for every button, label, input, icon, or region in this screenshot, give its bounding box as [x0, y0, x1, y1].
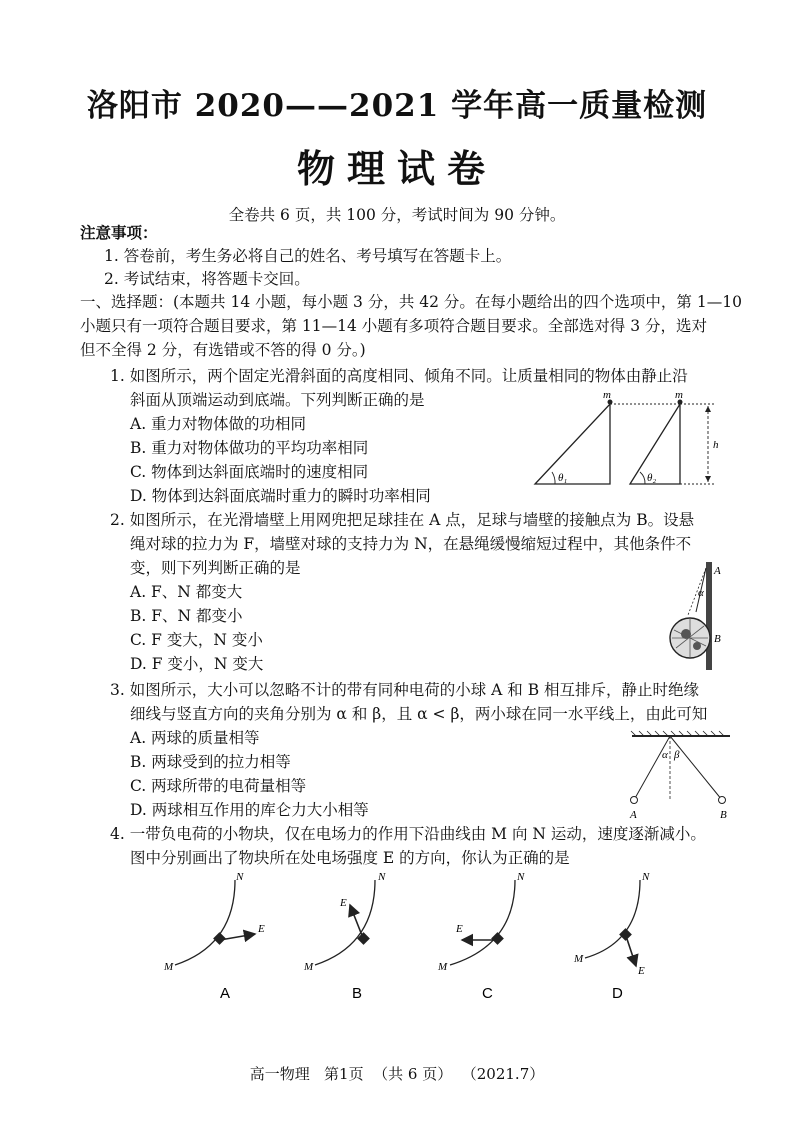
- q1-option: B. 重力对物体做功的平均功率相同: [130, 439, 369, 457]
- q2-football-figure: [668, 560, 728, 675]
- q4-n-label: N: [517, 871, 525, 883]
- q4-e-label: E: [258, 923, 265, 935]
- q3-option: D. 两球相互作用的库仑力大小相等: [130, 801, 369, 819]
- q3-alpha-label: α: [662, 749, 668, 761]
- notes-heading: 注意事项：: [80, 223, 158, 242]
- q2-stem: 绳对球的拉力为 F，墙壁对球的支持力为 N，在悬绳缓慢缩短过程中，其他条件不: [130, 535, 692, 553]
- q3-beta-label: β: [674, 749, 680, 761]
- q3-stem: 细线与竖直方向的夹角分别为 α 和 β，且 α < β，两小球在同一水平线上，由此可知: [130, 705, 708, 723]
- q3-stem: 3. 如图所示，大小可以忽略不计的带有同种电荷的小球 A 和 B 相互排斥，静止时绝缘: [110, 681, 700, 699]
- q4-m-label: M: [304, 961, 314, 973]
- q1-height-label: h: [713, 439, 719, 451]
- q1-mass-label: m: [603, 392, 611, 401]
- page-footer: 高一物理 第1页 （共 6 页） （2021.7）: [249, 1065, 545, 1083]
- q2-stem: 2. 如图所示，在光滑墙壁上用网兜把足球挂在 A 点，足球与墙壁的接触点为 B。设悬: [110, 511, 695, 529]
- q3-option: B. 两球受到的拉力相等: [130, 753, 291, 771]
- q4-option-label: A: [220, 985, 231, 1002]
- q2-stem: 变，则下列判断正确的是: [130, 559, 301, 577]
- section-instruction: 但不全得 2 分，有选错或不答的得 0 分。): [80, 341, 366, 359]
- q1-angle-label: θ₂: [647, 472, 657, 484]
- q3-pendulum-figure: [622, 730, 742, 825]
- q1-mass-label: m: [675, 392, 683, 401]
- q1-angle-label: θ₁: [558, 472, 568, 484]
- q4-m-label: M: [438, 961, 448, 973]
- note-item: 2. 考试结束，将答题卡交回。: [104, 270, 310, 288]
- q3-option: A. 两球的质量相等: [130, 729, 260, 747]
- q4-option-label: B: [352, 985, 363, 1002]
- q4-options-figure: [140, 870, 680, 1010]
- q2-option: B. F、N 都变小: [130, 607, 243, 625]
- q4-option-label: C: [482, 985, 493, 1002]
- note-item: 1. 答卷前，考生务必将自己的姓名、考号填写在答题卡上。: [104, 247, 512, 265]
- q3-option: C. 两球所带的电荷量相等: [130, 777, 307, 795]
- q4-n-label: N: [642, 871, 650, 883]
- q1-incline-figure: [525, 392, 730, 492]
- q2-option: C. F 变大，N 变小: [130, 631, 263, 649]
- q3-ball-a-label: A: [630, 809, 637, 821]
- q4-m-label: M: [164, 961, 174, 973]
- exam-info: 全卷共 6 页，共 100 分，考试时间为 90 分钟。: [228, 206, 566, 224]
- q4-option-d-diagram: [573, 871, 650, 977]
- q1-stem: 1. 如图所示，两个固定光滑斜面的高度相同、倾角不同。让质量相同的物体由静止沿: [110, 367, 688, 385]
- q1-option: D. 物体到达斜面底端时重力的瞬时功率相同: [130, 487, 431, 505]
- q4-e-label: E: [638, 965, 645, 977]
- q4-n-label: N: [236, 871, 244, 883]
- section-instruction: 一、选择题：(本题共 14 小题，每小题 3 分，共 42 分。在每小题给出的四个选项中，第 1—10: [80, 293, 742, 311]
- q4-stem: 图中分别画出了物块所在处电场强度 E 的方向，你认为正确的是: [130, 849, 570, 867]
- q4-n-label: N: [378, 871, 386, 883]
- q4-m-label: M: [574, 953, 584, 965]
- q2-point-b-label: B: [714, 633, 721, 645]
- q4-option-b-diagram: [303, 871, 386, 973]
- q1-stem: 斜面从顶端运动到底端。下列判断正确的是: [130, 391, 425, 409]
- q4-option-a-diagram: [163, 871, 265, 973]
- q4-option-label: D: [612, 985, 623, 1002]
- section-instruction: 小题只有一项符合题目要求，第 11—14 小题有多项符合题目要求。全部选对得 3 分，选对: [80, 317, 708, 335]
- q4-stem: 4. 一带负电荷的小物块，仅在电场力的作用下沿曲线由 M 向 N 运动，速度逐渐减小。: [110, 825, 706, 843]
- q4-e-label: E: [340, 897, 347, 909]
- q2-option: D. F 变小，N 变大: [130, 655, 264, 673]
- q3-ball-b-label: B: [720, 809, 727, 821]
- q2-angle-label: α: [698, 587, 704, 599]
- q2-point-a-label: A: [714, 565, 721, 577]
- q1-option: A. 重力对物体做的功相同: [130, 415, 307, 433]
- q2-option: A. F、N 都变大: [130, 583, 243, 601]
- exam-title: 洛阳市 2020——2021 学年高一质量检测: [86, 88, 708, 124]
- q4-option-c-diagram: [437, 871, 525, 973]
- subject-title: 物理试卷: [296, 146, 497, 191]
- q4-e-label: E: [456, 923, 463, 935]
- q1-option: C. 物体到达斜面底端时的速度相同: [130, 463, 369, 481]
